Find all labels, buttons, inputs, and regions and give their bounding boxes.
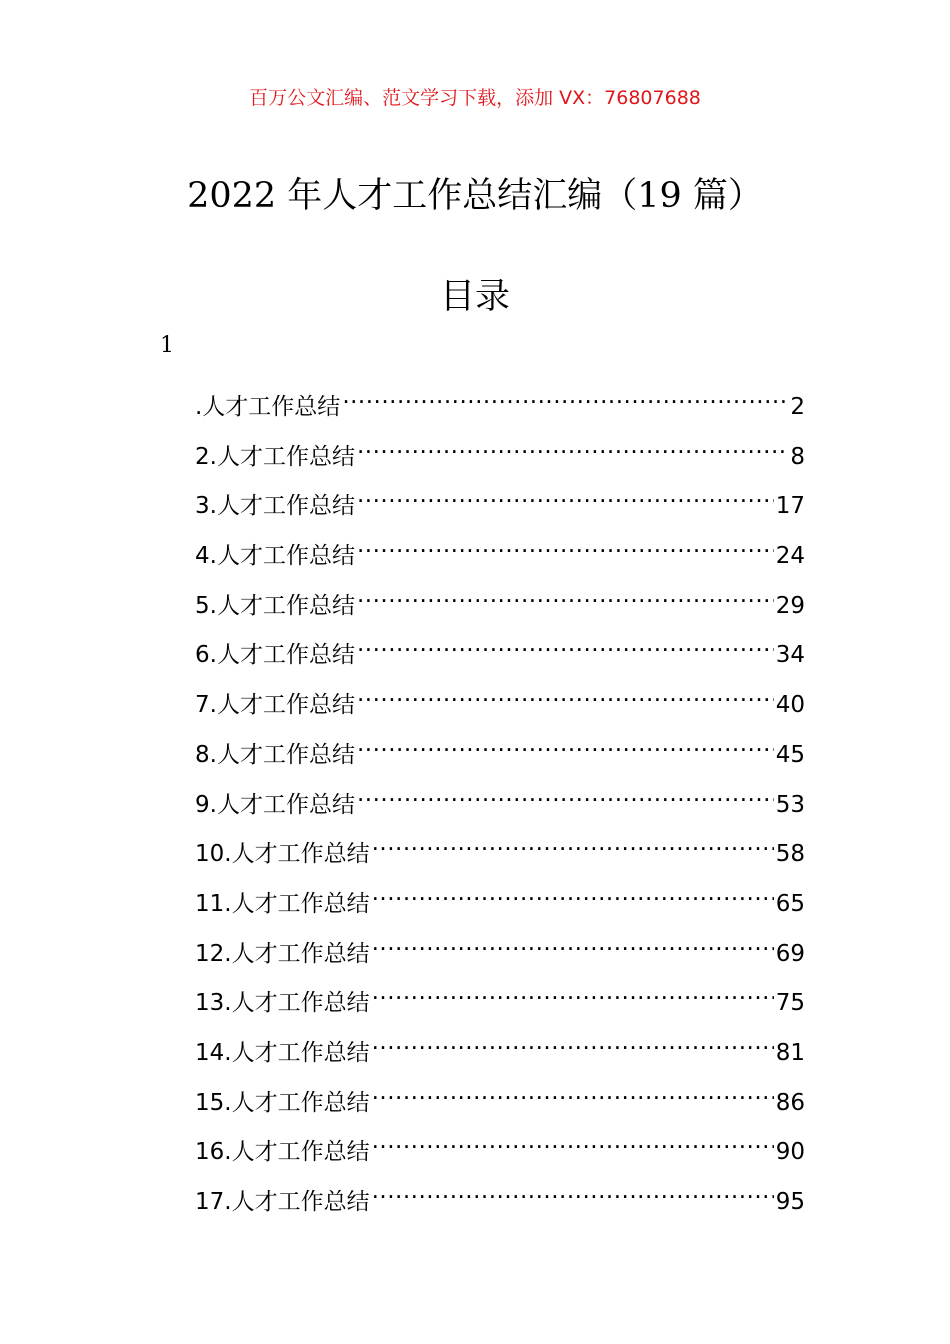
toc-entry-label: 2.人才工作总结 bbox=[195, 443, 355, 470]
toc-entry-label: 6.人才工作总结 bbox=[195, 642, 355, 669]
toc-dot-leader bbox=[372, 875, 774, 911]
document-title: 2022 年人才工作总结汇编（19 篇） bbox=[187, 176, 763, 216]
toc-entry-label: 5.人才工作总结 bbox=[195, 592, 355, 619]
toc-entry-label: 16.人才工作总结 bbox=[195, 1139, 370, 1166]
toc-dot-leader bbox=[372, 1173, 774, 1209]
toc-entry-page: 69 bbox=[775, 940, 805, 967]
toc-entry[interactable] bbox=[195, 676, 805, 726]
toc-dot-leader bbox=[372, 974, 774, 1010]
toc-entry-label: 13.人才工作总结 bbox=[195, 990, 370, 1017]
toc-entry[interactable] bbox=[195, 825, 805, 875]
toc-entry[interactable] bbox=[195, 378, 805, 428]
toc-entry-page: 8 bbox=[790, 443, 805, 470]
toc-dot-leader bbox=[372, 925, 774, 961]
toc-entry-page: 86 bbox=[775, 1089, 805, 1116]
stray-number: 1 bbox=[160, 333, 174, 358]
toc-entry-label: 10.人才工作总结 bbox=[195, 841, 370, 868]
toc-entry-label: 15.人才工作总结 bbox=[195, 1089, 370, 1116]
toc-dot-leader bbox=[342, 378, 788, 414]
toc-heading: 目录 bbox=[439, 277, 510, 317]
toc-entry-page: 40 bbox=[775, 692, 805, 719]
toc-dot-leader bbox=[372, 825, 774, 861]
toc-dot-leader bbox=[357, 626, 774, 662]
toc-entry[interactable] bbox=[195, 1173, 805, 1223]
toc-entry[interactable] bbox=[195, 626, 805, 676]
toc-entry-label: 9.人才工作总结 bbox=[195, 791, 355, 818]
toc-entry[interactable] bbox=[195, 925, 805, 975]
toc-entry-page: 65 bbox=[775, 890, 805, 917]
toc-entry-page: 75 bbox=[775, 990, 805, 1017]
toc-entry-page: 81 bbox=[775, 1039, 805, 1066]
toc-entry-page: 45 bbox=[775, 741, 805, 768]
toc-entry-page: 95 bbox=[775, 1189, 805, 1215]
toc-entry-page: 24 bbox=[775, 543, 805, 570]
toc-entry[interactable] bbox=[195, 875, 805, 925]
toc-dot-leader bbox=[372, 1024, 774, 1060]
toc-entry-label: .人才工作总结 bbox=[195, 394, 341, 420]
toc-entry[interactable] bbox=[195, 428, 805, 478]
toc-dot-leader bbox=[357, 726, 774, 762]
toc-entry-label: 14.人才工作总结 bbox=[195, 1039, 370, 1066]
toc-entry-label: 17.人才工作总结 bbox=[195, 1189, 370, 1215]
toc-entry[interactable] bbox=[195, 577, 805, 627]
toc-entry[interactable] bbox=[195, 726, 805, 776]
toc-entry[interactable] bbox=[195, 1123, 805, 1173]
toc-entry[interactable] bbox=[195, 974, 805, 1024]
toc-entry-page: 58 bbox=[775, 841, 805, 868]
toc-dot-leader bbox=[357, 577, 774, 613]
toc-dot-leader bbox=[357, 527, 774, 563]
toc-entry-page: 17 bbox=[775, 493, 805, 520]
toc-entry-page: 90 bbox=[775, 1139, 805, 1166]
toc-entry[interactable] bbox=[195, 477, 805, 527]
toc-entry-page: 34 bbox=[775, 642, 805, 669]
toc-entry[interactable] bbox=[195, 1024, 805, 1074]
toc-entry-label: 4.人才工作总结 bbox=[195, 543, 355, 570]
toc-dot-leader bbox=[372, 1074, 774, 1110]
toc-entry[interactable] bbox=[195, 776, 805, 826]
toc-entry-page: 2 bbox=[790, 394, 805, 420]
promo-banner: 百万公文汇编、范文学习下载，添加 VX：76807688 bbox=[249, 87, 701, 109]
toc-dot-leader bbox=[357, 428, 788, 464]
toc-entry-label: 8.人才工作总结 bbox=[195, 741, 355, 768]
toc-entry-page: 53 bbox=[775, 791, 805, 818]
table-of-contents bbox=[195, 378, 805, 1223]
toc-entry-label: 3.人才工作总结 bbox=[195, 493, 355, 520]
toc-dot-leader bbox=[372, 1123, 774, 1159]
toc-entry-label: 12.人才工作总结 bbox=[195, 940, 370, 967]
toc-dot-leader bbox=[357, 477, 774, 513]
toc-entry-label: 11.人才工作总结 bbox=[195, 890, 370, 917]
toc-entry-page: 29 bbox=[775, 592, 805, 619]
toc-entry-label: 7.人才工作总结 bbox=[195, 692, 355, 719]
toc-dot-leader bbox=[357, 676, 774, 712]
toc-entry[interactable] bbox=[195, 1074, 805, 1124]
toc-entry[interactable] bbox=[195, 527, 805, 577]
toc-dot-leader bbox=[357, 776, 774, 812]
